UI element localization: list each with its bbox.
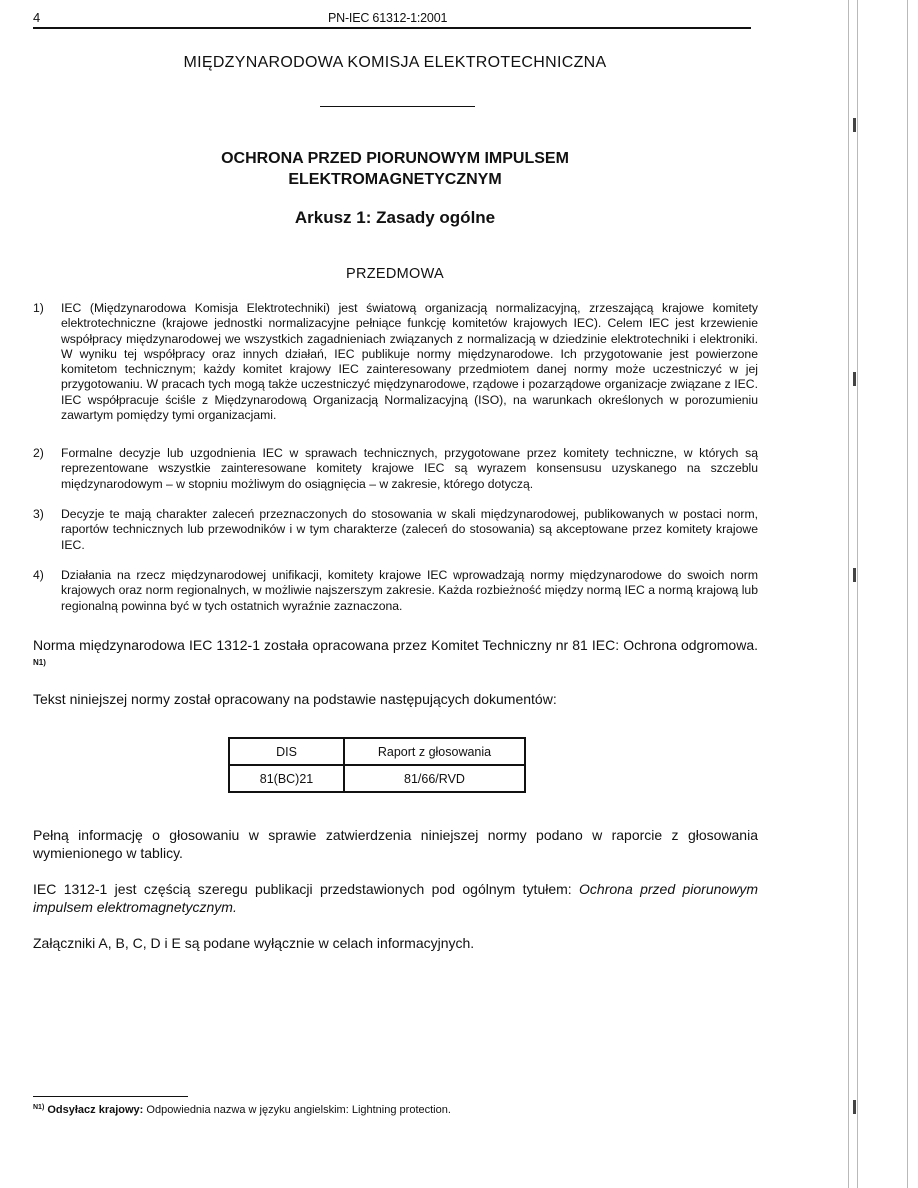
scan-edge-line [907,0,908,1188]
table-cell: 81/66/RVD [344,765,525,792]
header-rule [33,27,751,29]
footnote-text: Odpowiednia nazwa w języku angielskim: Lightning protection. [143,1104,451,1116]
paragraph-voting: Pełną informację o głosowaniu w sprawie zatwierdzenia niniejszej normy podano w raporcie z głosowania wymienionego w tablicy. [33,827,758,861]
table-header-cell: DIS [229,738,344,765]
footnote-mark: N1) [33,1104,45,1111]
paragraph-annexes: Załączniki A, B, C, D i E są podane wyłącznie w celach informacyjnych. [33,935,475,951]
paragraph-series [33,880,758,916]
scan-edge [845,0,918,1188]
clause-text: Formalne decyzje lub uzgodnienia IEC w sprawach technicznych, przygotowane przez komitety techniczne, w których są reprezentowane wszystkie zainteresowane komitety krajowe IEC są wyrazem konsensusu uzyskanego na szczeblu międzynarodowym – w stopniu możliwym do osiągnięcia – w zakresie, którego dotyczą. [61,446,758,491]
clause-4 [33,568,758,614]
page-number: 4 [33,10,41,25]
scan-edge-mark [853,372,856,386]
clause-number: 1) [33,301,44,315]
title-line-2: ELEKTROMAGNETYCZNYM [288,171,502,188]
clause-number: 2) [33,446,44,460]
title-separator-rule [320,106,475,107]
clause-text: IEC (Międzynarodowa Komisja Elektrotechniki) jest światową organizacją normalizacyjną, zrzeszającą krajowe komitety elektrotechniczne (krajowe jednostki normalizacyjne pełniące funkcję komitetów krajowych IEC). Celem IEC jest krzewienie współpracy międzynarodowej we wszystkich zagadnieniach związanych z normalizacją w dziedzinie elektrotechniki i elektroniki. W wyniku tej współpracy oraz innych działań, IEC publikuje normy międzynarodowe. Ich przygotowanie jest powierzone komitetom technicznym; każdy komitet krajowy IEC zainteresowany przedmiotem danej normy może uczestniczyć w jej przygotowaniu. W pracach tych mogą także uczestniczyć międzynarodowe, rządowe i pozarządowe organizacje związane z IEC. IEC współpracuje ściśle z Międzynarodową Organizacją Normalizacyjną (ISO), na warunkach określonych w porozumieniu zawartym pomiędzy tymi organizacjami. [61,301,758,423]
preface-heading: PRZEDMOWA [345,266,445,282]
scan-edge-mark [853,568,856,582]
scan-edge-line [848,0,849,1188]
title-line-1: OCHRONA PRZED PIORUNOWYM IMPULSEM [221,150,569,167]
paragraph-text-basis: Tekst niniejszej normy został opracowany na podstawie następujących dokumentów: [33,691,557,707]
clause-text: Działania na rzecz międzynarodowej unifikacji, komitety krajowe IEC wprowadzają normy międzynarodowe do swoich norm krajowych oraz norm regionalnych, w możliwie najszerszym zakresie. Każda rozbieżność między normą IEC a normą krajową lub regionalną powinna być w tych ostatnich wyraźnie zaznaczona. [61,568,758,613]
paragraph-norm-text: Norma międzynarodowa IEC 1312-1 została opracowana przez Komitet Techniczny nr 81 IEC: Ochrona odgromowa. [33,637,758,653]
clause-2 [33,446,758,492]
table-header-cell: Raport z głosowania [344,738,525,765]
footnote-label: Odsyłacz krajowy: [47,1104,144,1116]
clause-text: Decyzje te mają charakter zaleceń przeznaczonych do stosowania w skali międzynarodowej, publikowanych w postaci norm, raportów technicznych lub przewodników i w tym charakterze (zaleceń do stosowania) są akceptowane przez komitety krajowe IEC. [61,507,758,552]
voting-documents-table [228,737,526,793]
clause-3 [33,507,758,553]
scan-edge-mark [853,118,856,132]
standard-code: PN-IEC 61312-1:2001 [328,11,448,25]
clause-number: 3) [33,507,44,521]
document-title [0,148,790,190]
table-cell: 81(BC)21 [229,765,344,792]
clause-1 [33,301,758,423]
scan-edge-line [857,0,858,1188]
clause-number: 4) [33,568,44,582]
document-subtitle: Arkusz 1: Zasady ogólne [294,208,496,227]
table-header-row [229,738,525,765]
paragraph-series-text: IEC 1312-1 jest częścią szeregu publikacji przedstawionych pod ogólnym tytułem: [33,881,580,897]
footnote-rule [33,1096,188,1097]
footnote-reference: N1) [33,658,46,667]
footnote [33,1104,451,1116]
scan-edge-mark [853,1100,856,1114]
series-title: Ochrona przed piorunowym impulsem elektromagnetycznym. [33,881,758,915]
table-row [229,765,525,792]
paragraph-norm [33,636,758,674]
organization-name: MIĘDZYNARODOWA KOMISJA ELEKTROTECHNICZNA [183,54,607,71]
